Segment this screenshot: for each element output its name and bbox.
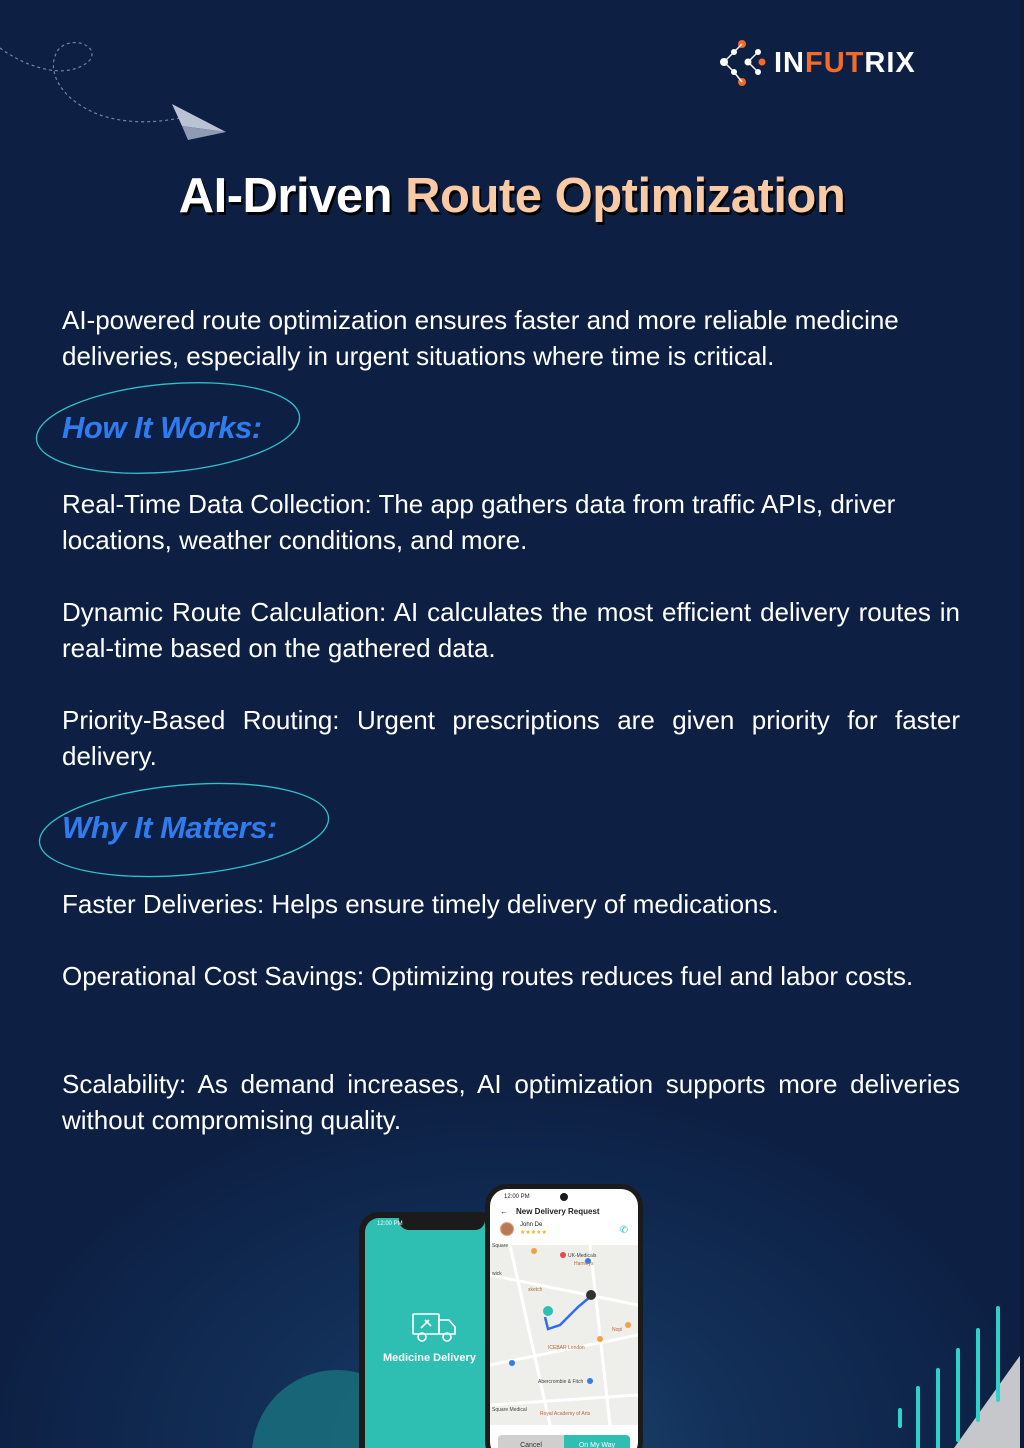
map-label: UK-Medicals (568, 1253, 597, 1259)
driver-info (500, 1221, 547, 1237)
back-arrow-icon[interactable]: ← (500, 1207, 508, 1216)
map-roads (490, 1245, 638, 1425)
why-it-matters-heading: Why It Matters: (62, 810, 277, 845)
map-label: Hamleys (574, 1261, 594, 1267)
delivery-request-header (500, 1207, 600, 1216)
map-label: Square (492, 1243, 509, 1249)
map-label: Nopi (612, 1327, 623, 1333)
phone-back (359, 1212, 499, 1448)
cancel-button[interactable]: Cancel (498, 1435, 564, 1448)
driver-name: John De (520, 1222, 543, 1228)
why-item-3: Scalability: As demand increases, AI optimization supports more deliveries without compromising quality. (62, 1069, 960, 1135)
intro-paragraph: AI-powered route optimization ensures faster and more reliable medicine deliveries, especially in urgent situations where time is critical. (62, 305, 899, 371)
how-item-3: Priority-Based Routing: Urgent prescriptions are given priority for faster delivery. (62, 705, 960, 771)
phone-call-icon[interactable]: ✆ (619, 1225, 628, 1236)
signal-bars-decoration (892, 1300, 1024, 1448)
brand-name-part1: IN (774, 46, 805, 79)
app-name-label: Medicine Delivery (383, 1352, 476, 1364)
delivery-truck-icon (411, 1310, 459, 1344)
title-part1: AI-Driven (178, 169, 393, 223)
phone-back-time: 12:00 PM (377, 1221, 403, 1227)
map-label: wick (492, 1271, 502, 1277)
why-item-1: Faster Deliveries: Helps ensure timely delivery of medications. (62, 889, 779, 919)
network-dots-icon (718, 40, 766, 86)
page-title (0, 168, 1024, 224)
paper-plane-icon (0, 30, 240, 150)
page-edge (1020, 0, 1024, 1448)
why-item-2: Operational Cost Savings: Optimizing routes reduces fuel and labor costs. (62, 961, 914, 991)
brand-logo (718, 40, 916, 86)
rating-stars: ★★★★★ (520, 1230, 547, 1236)
how-item-2: Dynamic Route Calculation: AI calculates the most efficient delivery routes in real-time based on the gathered data. (62, 597, 960, 663)
camera-icon (560, 1193, 568, 1201)
on-my-way-button[interactable]: On My Way (564, 1435, 630, 1448)
title-part2: Route Optimization (405, 169, 846, 223)
delivery-request-title: New Delivery Request (516, 1207, 600, 1216)
phone-notch (399, 1218, 485, 1230)
how-item-1: Real-Time Data Collection: The app gathers data from traffic APIs, driver locations, weather conditions, and more. (62, 489, 896, 555)
map-label: ICEBAR London (548, 1345, 585, 1351)
phone-front-time: 12:00 PM (504, 1194, 530, 1200)
action-buttons (498, 1435, 630, 1448)
map-label: Square Medical (492, 1407, 527, 1413)
map-label: sketch (528, 1287, 543, 1293)
phone-back-screen (365, 1218, 493, 1448)
phone-front (485, 1184, 643, 1448)
how-it-works-heading: How It Works: (62, 410, 262, 445)
driver-name-block (520, 1221, 547, 1237)
phone-front-screen (490, 1189, 638, 1448)
avatar (500, 1222, 514, 1236)
brand-name-part3: RIX (864, 46, 916, 79)
route-map[interactable] (490, 1245, 638, 1425)
phone-mockups (355, 1180, 655, 1448)
map-label: Abercrombie & Fitch (538, 1379, 584, 1385)
brand-name-part2: FUT (805, 46, 865, 79)
brand-name (774, 47, 916, 80)
map-label: Royal Academy of Arts (540, 1411, 591, 1417)
